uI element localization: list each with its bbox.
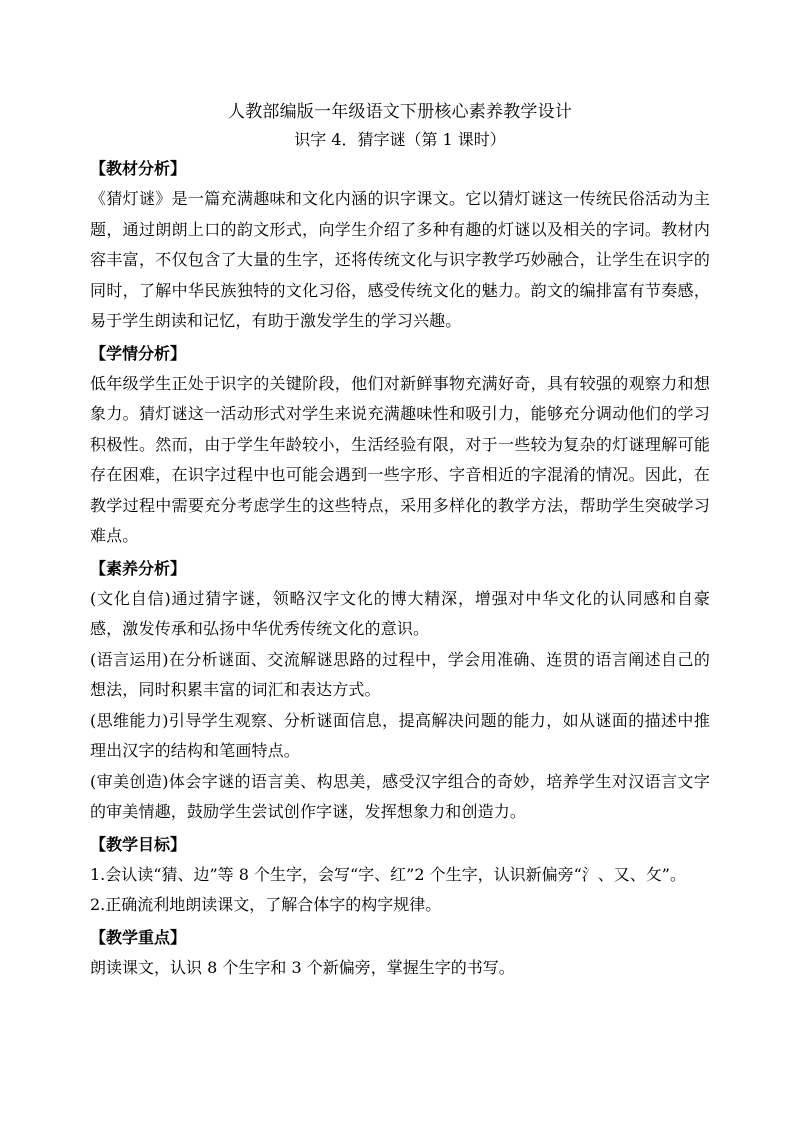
learner-analysis-paragraph: 低年级学生正处于识字的关键阶段，他们对新鲜事物充满好奇，具有较强的观察力和想象力。猜灯谜这一活动形式对学生来说充满趣味性和吸引力，能够充分调动他们的学习积极性。然而，由于学生年龄较小，生活经验有限，对于一些较为复杂的灯谜理解可能存在困难，在识字过程中也可能会遇到一些字形、字音相近的字混淆的情况。因此，在教学过程中需要充分考虑学生的这些特点，采用多样化的教学方法，帮助学生突破学习难点。	[90, 373, 710, 545]
document-body	[90, 98, 710, 983]
textbook-analysis-paragraph: 《猜灯谜》是一篇充满趣味和文化内涵的识字课文。它以猜灯谜这一传统民俗活动为主题，通过朗朗上口的韵文形式，向学生介绍了多种有趣的灯谜以及相关的字词。教材内容丰富，不仅包含了大量的生字，还将传统文化与识字教学巧妙融合，让学生在识字的同时，了解中华民族独特的文化习俗，感受传统文化的魅力。韵文的编排富有节奏感，易于学生朗读和记忆，有助于激发学生的学习兴趣。	[90, 189, 710, 330]
goal-item: 1.会认读“猜、边”等 8 个生字，会写“字、红”2 个生字，认识新偏旁“氵、又、攵”。	[90, 864, 686, 884]
section-heading-goals: 【教学目标】	[90, 834, 187, 854]
goal-item: 2.正确流利地朗读课文，了解合体字的构字规律。	[90, 895, 442, 914]
literacy-item: (语言运用)在分析谜面、交流解谜思路的过程中，学会用准确、连贯的语言阐述自己的想法，同时积累丰富的词汇和表达方式。	[90, 649, 710, 699]
literacy-item: (思维能力)引导学生观察、分析谜面信息，提高解决问题的能力，如从谜面的描述中推理出汉字的结构和笔画特点。	[90, 710, 710, 760]
section-heading-textbook: 【教材分析】	[90, 159, 187, 178]
focus-paragraph: 朗读课文，认识 8 个生字和 3 个新偏旁，掌握生字的书写。	[90, 957, 515, 977]
section-heading-focus: 【教学重点】	[90, 927, 187, 947]
document-subtitle: 识字 4．猜字谜（第 1 课时）	[294, 130, 506, 149]
section-heading-literacy: 【素养分析】	[90, 558, 187, 578]
document-title: 人教部编版一年级语文下册核心素养教学设计	[228, 102, 572, 122]
literacy-item: (审美创造)体会字谜的语言美、构思美，感受汉字组合的奇妙，培养学生对汉语言文字的审美情趣，鼓励学生尝试创作字谜，发挥想象力和创造力。	[90, 771, 710, 821]
literacy-item: (文化自信)通过猜字谜，领略汉字文化的博大精深，增强对中华文化的认同感和自豪感，激发传承和弘扬中华优秀传统文化的意识。	[90, 588, 710, 638]
section-heading-learner: 【学情分析】	[90, 343, 187, 363]
